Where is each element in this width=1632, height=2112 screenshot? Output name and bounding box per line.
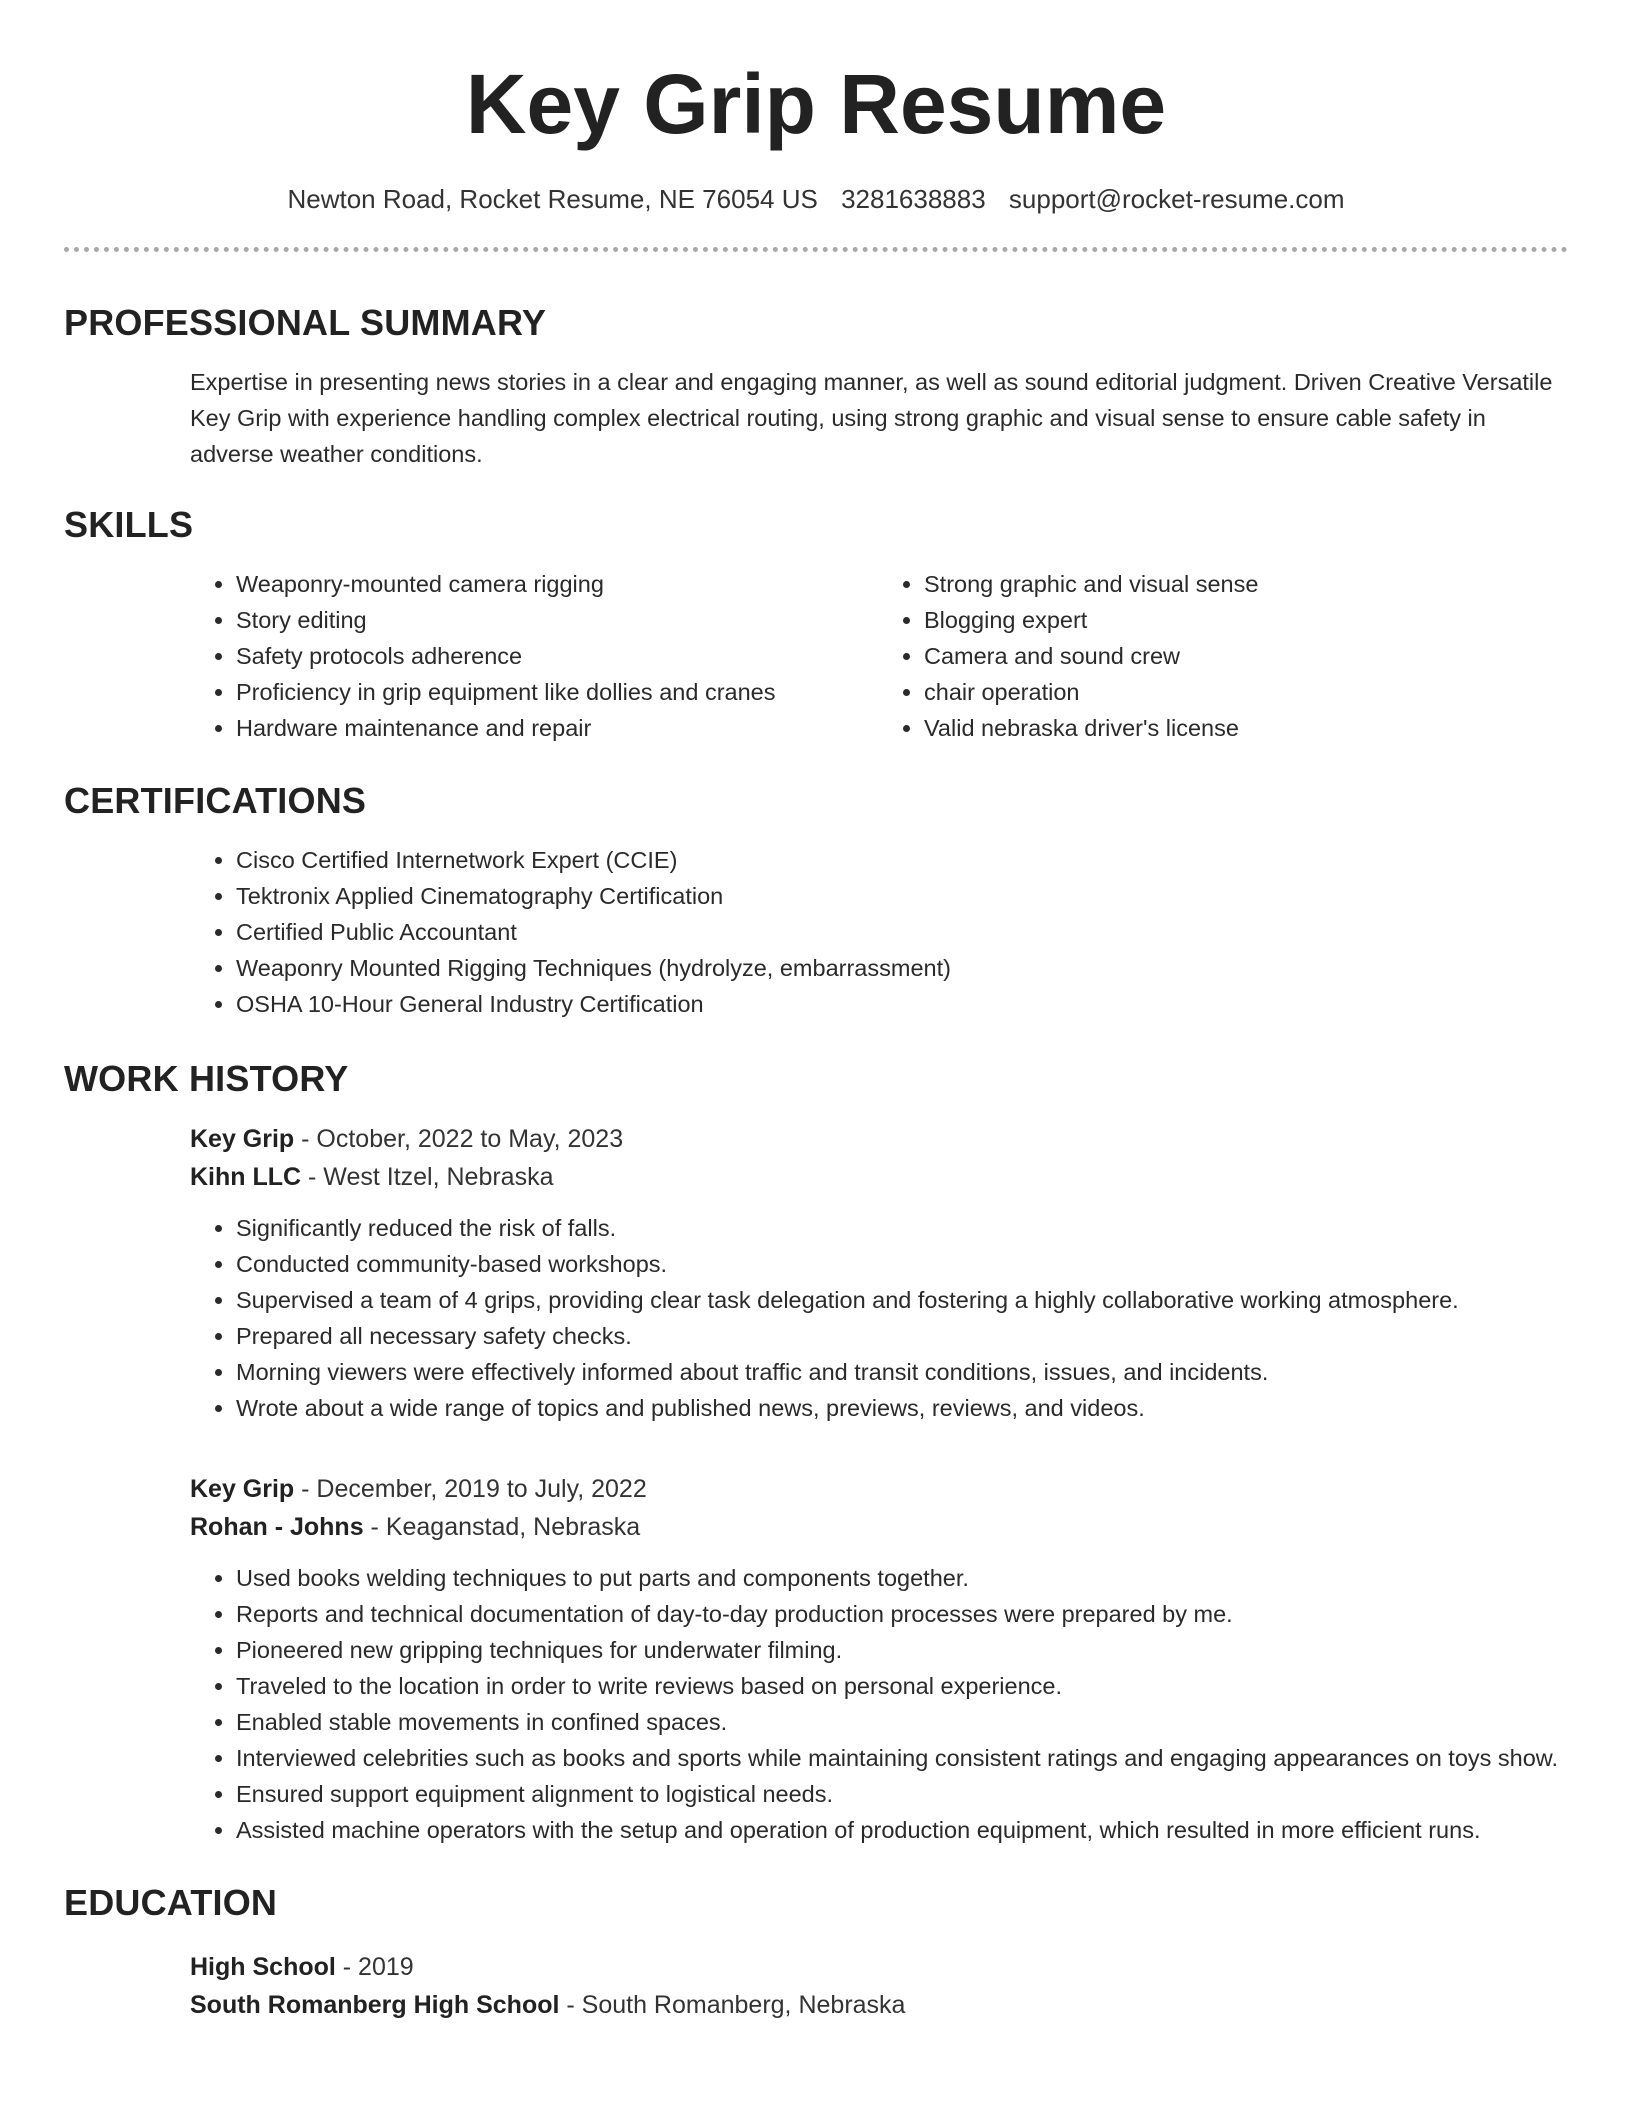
certifications-section xyxy=(64,780,1568,1022)
education-heading: EDUCATION xyxy=(64,1882,278,1923)
skill-item: • Proficiency in grip equipment like dollies and cranes xyxy=(236,674,880,710)
summary-section xyxy=(64,302,1568,472)
education-section xyxy=(64,1882,1568,2024)
job-bullet: • Assisted machine operators with the setup and operation of production equipment, which resulted in more efficient runs. xyxy=(236,1812,1568,1848)
job-company: Rohan - Johns xyxy=(190,1513,364,1541)
skill-item: • Camera and sound crew xyxy=(924,638,1568,674)
job-bullet: • Reports and technical documentation of day-to-day production processes were prepared by me. xyxy=(236,1596,1568,1632)
job-bullet: • Traveled to the location in order to write reviews based on personal experience. xyxy=(236,1668,1568,1704)
skill-item: • Blogging expert xyxy=(924,602,1568,638)
job-company-line xyxy=(190,1508,1568,1546)
job-entry xyxy=(190,1470,1568,1848)
summary-text: Expertise in presenting news stories in a clear and engaging manner, as well as sound editorial judgment. Driven Creative Versatile Key Grip with experience handling complex electrical routing, using strong graphic and visual sense to ensure cable safety in adverse weather conditions. xyxy=(190,369,1553,467)
skill-item: • Hardware maintenance and repair xyxy=(236,710,880,746)
contact-email: support@rocket-resume.com xyxy=(1008,184,1345,214)
job-bullet: • Morning viewers were effectively informed about traffic and transit conditions, issues, and incidents. xyxy=(236,1354,1568,1390)
job-title-line xyxy=(190,1120,1568,1158)
job-bullet: • Supervised a team of 4 grips, providing clear task delegation and fostering a highly collaborative working atmosphere. xyxy=(236,1282,1568,1318)
work-history-section xyxy=(64,1058,1568,1848)
resume-title: Key Grip Resume xyxy=(465,57,1167,151)
job-location: - West Itzel, Nebraska xyxy=(301,1163,554,1191)
certifications-heading: CERTIFICATIONS xyxy=(64,780,367,821)
job-bullet: • Ensured support equipment alignment to logistical needs. xyxy=(236,1776,1568,1812)
work-history-heading: WORK HISTORY xyxy=(64,1058,349,1099)
skills-heading: SKILLS xyxy=(64,504,194,545)
job-bullet: • Used books welding techniques to put parts and components together. xyxy=(236,1560,1568,1596)
job-bullet: • Prepared all necessary safety checks. xyxy=(236,1318,1568,1354)
job-title: Key Grip xyxy=(190,1125,295,1153)
job-bullet: • Significantly reduced the risk of falls. xyxy=(236,1210,1568,1246)
skill-item: • chair operation xyxy=(924,674,1568,710)
job-title: Key Grip xyxy=(190,1475,295,1503)
certifications-list xyxy=(192,842,1568,1022)
job-company: Kihn LLC xyxy=(190,1163,302,1191)
education-year: - 2019 xyxy=(335,1953,414,1981)
skill-item: • Safety protocols adherence xyxy=(236,638,880,674)
education-location: - South Romanberg, Nebraska xyxy=(559,1991,906,2019)
skill-item: • Story editing xyxy=(236,602,880,638)
contact-line xyxy=(64,184,1568,215)
skill-item: • Valid nebraska driver's license xyxy=(924,710,1568,746)
certification-item: • Weaponry Mounted Rigging Techniques (hydrolyze, embarrassment) xyxy=(236,950,1568,986)
job-bullet: • Wrote about a wide range of topics and published news, previews, reviews, and videos. xyxy=(236,1390,1568,1426)
contact-phone: 3281638883 xyxy=(841,184,986,214)
skills-left-list xyxy=(192,566,880,746)
certification-item: • Tektronix Applied Cinematography Certification xyxy=(236,878,1568,914)
job-bullets xyxy=(190,1560,1568,1848)
job-bullets xyxy=(190,1210,1568,1426)
job-bullet: • Enabled stable movements in confined spaces. xyxy=(236,1704,1568,1740)
job-bullet: • Pioneered new gripping techniques for underwater filming. xyxy=(236,1632,1568,1668)
education-school: South Romanberg High School xyxy=(190,1991,560,2019)
job-dates: - December, 2019 to July, 2022 xyxy=(294,1475,647,1503)
job-entry xyxy=(190,1120,1568,1426)
job-bullet: • Conducted community-based workshops. xyxy=(236,1246,1568,1282)
skill-item: • Strong graphic and visual sense xyxy=(924,566,1568,602)
job-dates: - October, 2022 to May, 2023 xyxy=(294,1125,624,1153)
certification-item: • OSHA 10-Hour General Industry Certification xyxy=(236,986,1568,1022)
education-school-line xyxy=(190,1986,1568,2024)
skills-right-list xyxy=(880,566,1568,746)
job-bullet: • Interviewed celebrities such as books and sports while maintaining consistent ratings and engaging appearances on toys show. xyxy=(236,1740,1568,1776)
contact-address: Newton Road, Rocket Resume, NE 76054 US xyxy=(287,184,818,214)
skill-item: • Weaponry-mounted camera rigging xyxy=(236,566,880,602)
certification-item: • Certified Public Accountant xyxy=(236,914,1568,950)
summary-heading: PROFESSIONAL SUMMARY xyxy=(64,302,547,343)
job-company-line xyxy=(190,1158,1568,1196)
header-divider xyxy=(64,247,1568,252)
education-degree: High School xyxy=(190,1953,336,1981)
job-title-line xyxy=(190,1470,1568,1508)
certification-item: • Cisco Certified Internetwork Expert (CCIE) xyxy=(236,842,1568,878)
education-degree-line xyxy=(190,1948,1568,1986)
skills-section xyxy=(64,504,1568,746)
job-location: - Keaganstad, Nebraska xyxy=(363,1513,641,1541)
